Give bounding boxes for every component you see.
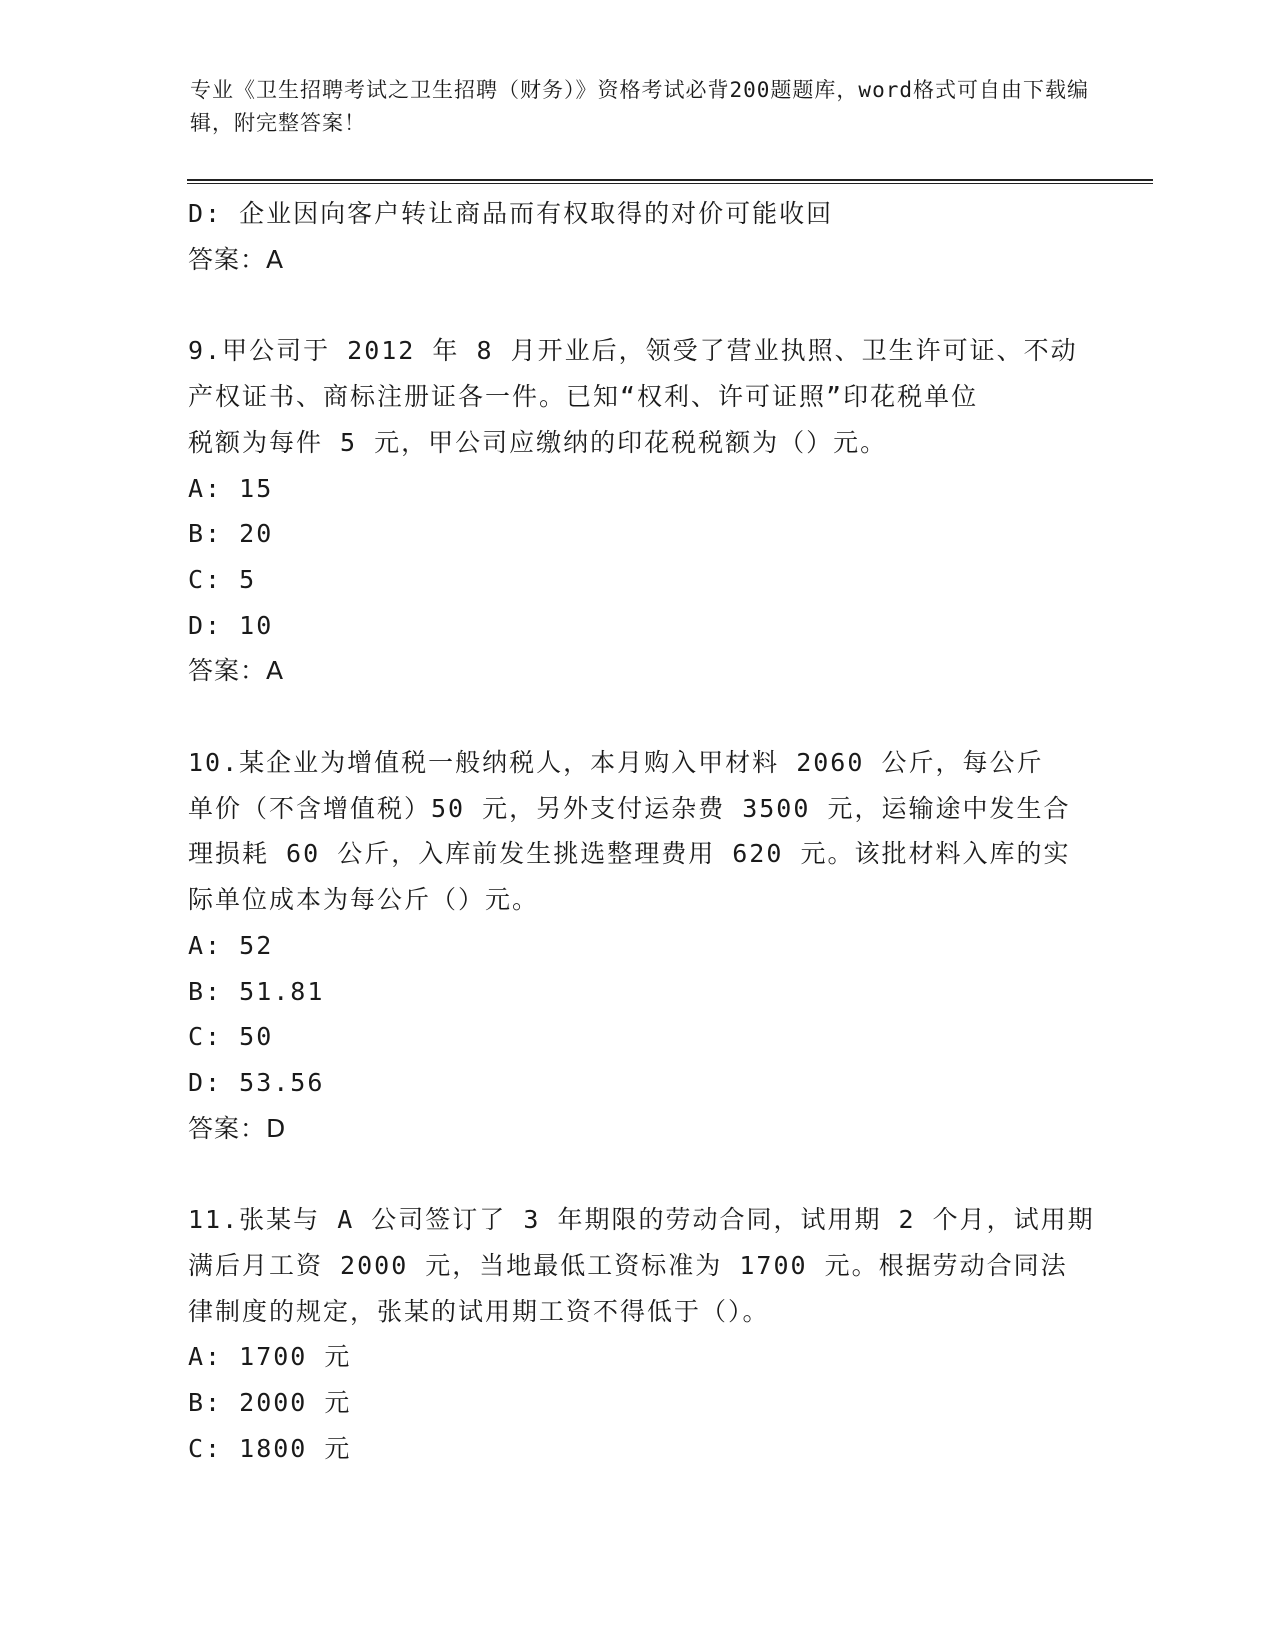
option-a: A: 15 — [188, 473, 274, 503]
answer-line: 答案：A — [188, 656, 285, 686]
option-b: B: 20 — [188, 519, 274, 549]
question-stem-line: 满后月工资 2000 元，当地最低工资标准为 1700 元。根据劳动合同法 — [188, 1251, 1068, 1281]
question-stem-line: 产权证书、商标注册证各一件。已知“权利、许可证照”印花税单位 — [188, 382, 979, 412]
question-stem-line: 理损耗 60 公斤，入库前发生挑选整理费用 620 元。该批材料入库的实 — [188, 839, 1071, 869]
question-stem-line: 11.张某与 A 公司签订了 3 年期限的劳动合同，试用期 2 个月，试用期 — [188, 1205, 1095, 1235]
question-11 — [188, 1197, 1095, 1471]
question-stem-line: 际单位成本为每公斤（）元。 — [188, 885, 540, 915]
header-text: 专业《卫生招聘考试之卫生招聘（财务）》资格考试必背200题题库，word格式可自由下载编辑，附完整答案！ — [190, 78, 1089, 135]
document-header — [190, 74, 1090, 140]
spacer — [188, 282, 1088, 328]
option-c: C: 1800 元 — [188, 1433, 352, 1463]
question-10 — [188, 740, 1088, 1151]
option-b: B: 51.81 — [188, 976, 325, 1006]
option-c: C: 5 — [188, 564, 257, 594]
document-body — [188, 191, 1095, 1472]
option-c: C: 50 — [188, 1022, 274, 1052]
question-stem-line: 律制度的规定，张某的试用期工资不得低于（）。 — [188, 1296, 770, 1326]
option-b: B: 2000 元 — [188, 1388, 352, 1418]
question-stem-line: 税额为每件 5 元，甲公司应缴纳的印花税税额为（）元。 — [188, 427, 888, 457]
option-a: A: 1700 元 — [188, 1342, 352, 1372]
option-d: D: 企业因向客户转让商品而有权取得的对价可能收回 — [188, 199, 834, 228]
previous-question-tail — [188, 191, 1088, 282]
option-a: A: 52 — [188, 930, 274, 960]
question-stem-line: 10.某企业为增值税一般纳税人，本月购入甲材料 2060 公斤，每公斤 — [188, 748, 1044, 778]
option-d: D: 10 — [188, 610, 274, 640]
spacer — [188, 1151, 1088, 1197]
answer-line: 答案：D — [188, 1113, 287, 1143]
answer-line: 答案：A — [188, 244, 285, 274]
spacer — [188, 694, 1088, 740]
question-9 — [188, 328, 1088, 694]
option-d: D: 53.56 — [188, 1067, 325, 1097]
header-divider — [187, 179, 1153, 184]
question-stem-line: 单价（不含增值税）50 元，另外支付运杂费 3500 元，运输途中发生合 — [188, 793, 1071, 823]
question-stem-line: 9.甲公司于 2012 年 8 月开业后，领受了营业执照、卫生许可证、不动 — [188, 336, 1078, 366]
